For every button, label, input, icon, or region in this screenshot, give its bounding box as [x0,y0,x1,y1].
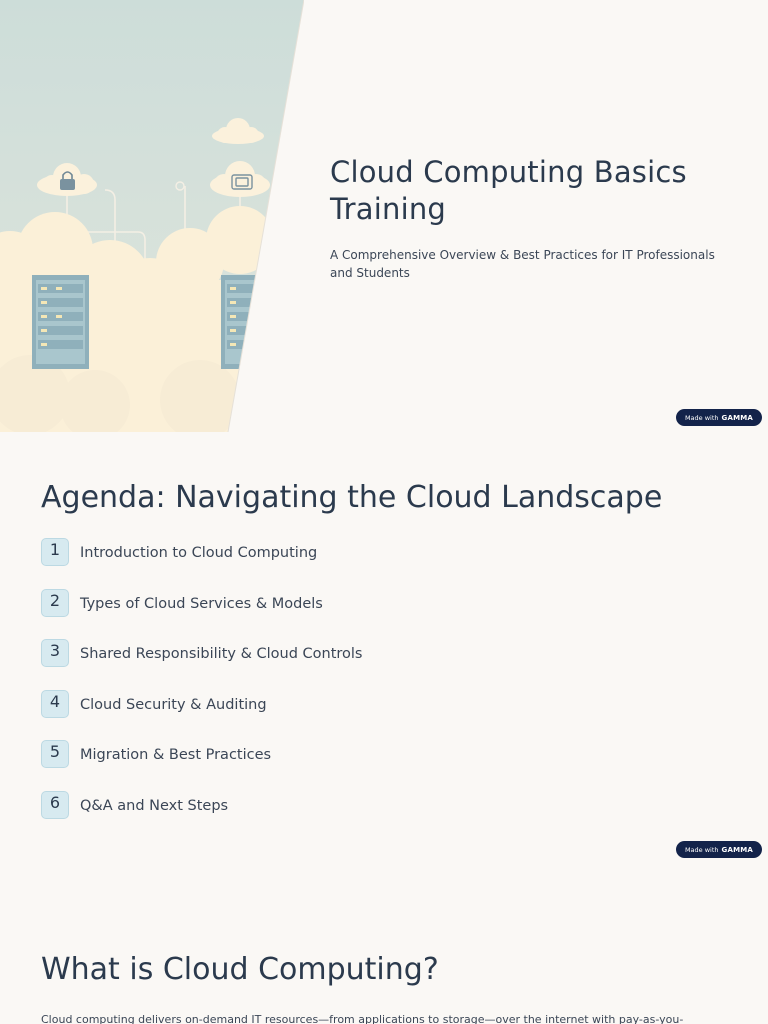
title-block [330,154,730,282]
agenda-item-label: Types of Cloud Services & Models [80,595,323,612]
agenda-number-badge: 2 [41,589,69,617]
agenda-item [41,690,741,718]
agenda-title: Agenda: Navigating the Cloud Landscape [41,480,663,515]
section-body: Cloud computing delivers on-demand IT resources—from applications to storage—over the internet with pay-as-you- [41,1013,684,1024]
agenda-number-badge: 5 [41,740,69,768]
cloud-illustration [0,0,304,432]
agenda-item [41,791,741,819]
agenda-item [41,639,741,667]
agenda-item [41,589,741,617]
made-with-gamma-badge[interactable] [676,841,762,858]
agenda-number-badge: 4 [41,690,69,718]
agenda-item-label: Q&A and Next Steps [80,797,229,814]
agenda-number-badge: 6 [41,791,69,819]
what-is-cloud-slide [0,864,768,1024]
made-with-gamma-badge[interactable] [676,409,762,426]
section-title: What is Cloud Computing? [41,952,439,987]
badge-brand: GAMMA [721,845,754,854]
agenda-item-label: Migration & Best Practices [80,747,272,764]
agenda-item-label: Shared Responsibility & Cloud Controls [80,646,363,663]
agenda-item-label: Introduction to Cloud Computing [80,545,318,561]
agenda-slide [0,432,768,864]
badge-brand: GAMMA [721,413,754,422]
badge-prefix: Made with [684,845,719,854]
badge-prefix: Made with [684,413,719,422]
agenda-number-badge: 3 [41,639,69,667]
agenda-number-badge: 1 [41,538,69,566]
agenda-item-label: Cloud Security & Auditing [80,696,267,713]
slide-subtitle: A Comprehensive Overview & Best Practices for IT Professionals and Students [330,248,715,280]
agenda-list [41,538,741,842]
title-slide [0,0,768,432]
agenda-item [41,740,741,768]
slide-title: Cloud Computing Basics Training [330,155,687,226]
agenda-item [41,538,741,566]
